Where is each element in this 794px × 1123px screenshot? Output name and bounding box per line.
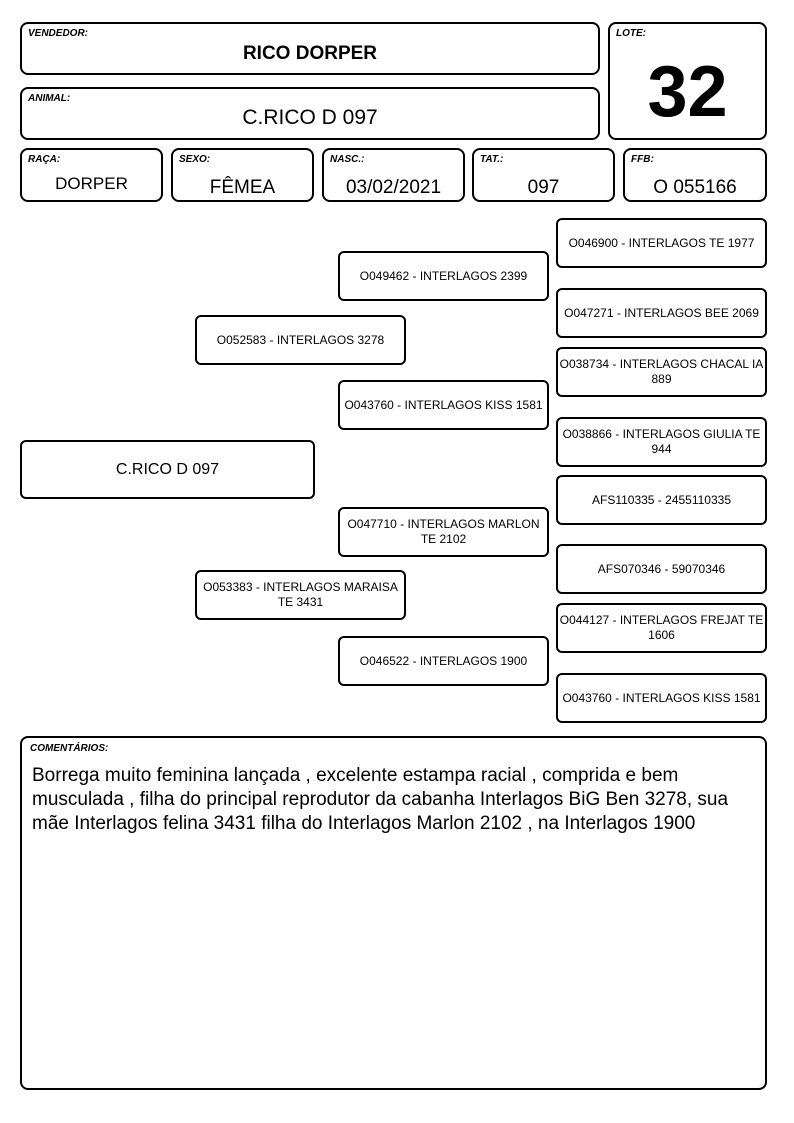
pedigree-ggp-3: O038734 - INTERLAGOS CHACAL IA 889: [556, 347, 767, 397]
animal-label: ANIMAL:: [28, 93, 71, 104]
vendedor-value: RICO DORPER: [242, 43, 378, 64]
sexo-box: [171, 148, 314, 202]
vendedor-box: [20, 22, 600, 75]
tat-value: 097: [527, 177, 560, 198]
pedigree-ggp-5: AFS110335 - 2455110335: [556, 475, 767, 525]
lote-label: LOTE:: [616, 28, 646, 39]
ffb-label: FFB:: [631, 154, 654, 165]
comments-label: COMENTÁRIOS:: [30, 743, 109, 754]
tat-box: [472, 148, 615, 202]
raca-value: DORPER: [55, 174, 128, 193]
nasc-value: 03/02/2021: [345, 177, 442, 198]
sexo-label: SEXO:: [179, 154, 211, 165]
pedigree-ggp-6: AFS070346 - 59070346: [556, 544, 767, 594]
sexo-value: FÊMEA: [209, 177, 276, 198]
pedigree-dam-sire: O047710 - INTERLAGOS MARLON TE 2102: [338, 507, 549, 557]
ffb-box: [623, 148, 767, 202]
pedigree-ggp-1: O046900 - INTERLAGOS TE 1977: [556, 218, 767, 268]
comments-text: Borrega muito feminina lançada , excelente estampa racial , comprida e bem musculada , filha do principal reprodutor da cabanha Interlagos BiG Ben 3278, sua mãe Interlagos felina 3431 filha do Interlagos Marlon 2102 , na Interlagos 1900: [32, 765, 729, 834]
ffb-value: O 055166: [653, 177, 737, 198]
pedigree-sire-sire: O049462 - INTERLAGOS 2399: [338, 251, 549, 301]
pedigree-sire-dam: O043760 - INTERLAGOS KISS 1581: [338, 380, 549, 430]
animal-value: C.RICO D 097: [242, 106, 378, 129]
tat-label: TAT.:: [480, 154, 504, 165]
raca-box: [20, 148, 163, 202]
pedigree-sire: O052583 - INTERLAGOS 3278: [195, 315, 406, 365]
pedigree-ggp-8: O043760 - INTERLAGOS KISS 1581: [556, 673, 767, 723]
pedigree-ggp-2: O047271 - INTERLAGOS BEE 2069: [556, 288, 767, 338]
animal-box: [20, 87, 600, 140]
comments-box: [20, 736, 767, 1090]
lote-box: [608, 22, 767, 140]
pedigree-dam: O053383 - INTERLAGOS MARAISA TE 3431: [195, 570, 406, 620]
pedigree-ggp-7: O044127 - INTERLAGOS FREJAT TE 1606: [556, 603, 767, 653]
raca-label: RAÇA:: [28, 154, 61, 165]
pedigree-animal: C.RICO D 097: [20, 440, 315, 499]
nasc-box: [322, 148, 465, 202]
lote-value: 32: [647, 52, 728, 132]
nasc-label: NASC.:: [330, 154, 365, 165]
pedigree-ggp-4: O038866 - INTERLAGOS GIULIA TE 944: [556, 417, 767, 467]
vendedor-label: VENDEDOR:: [28, 28, 89, 39]
pedigree-dam-dam: O046522 - INTERLAGOS 1900: [338, 636, 549, 686]
